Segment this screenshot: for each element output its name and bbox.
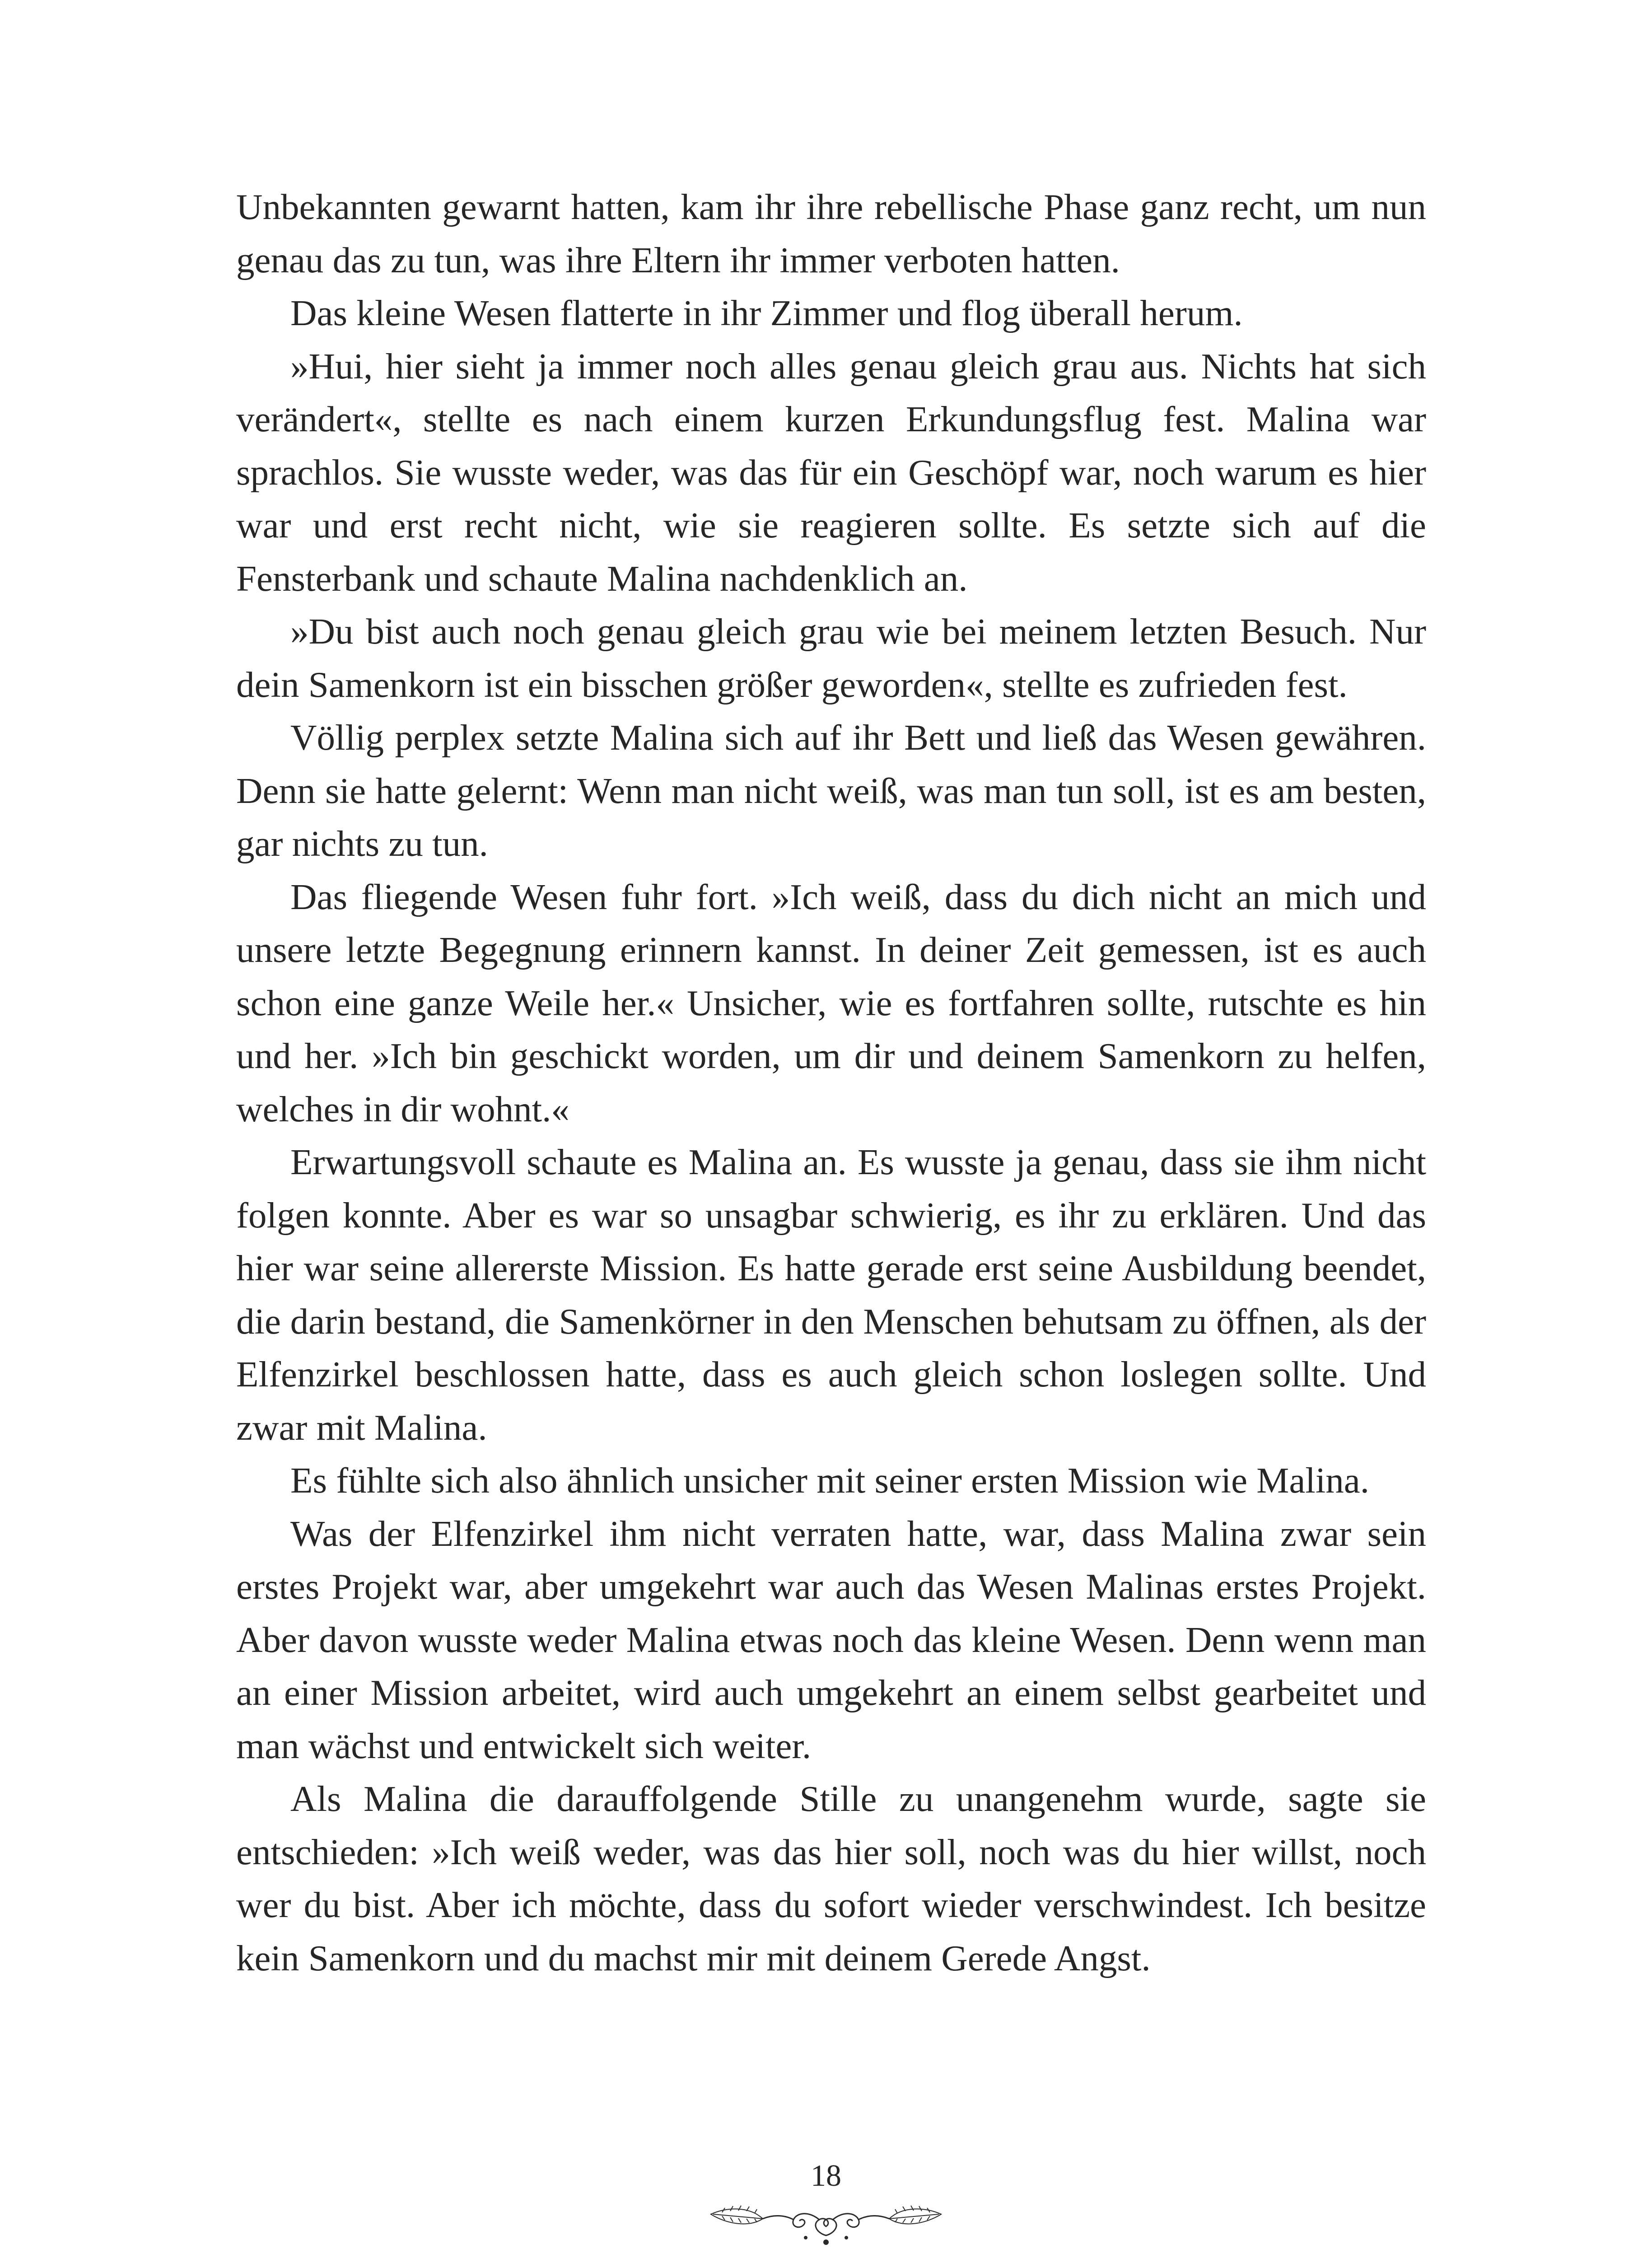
paragraph-5: Völlig perplex setzte Malina sich auf ihr Bett und ließ das Wesen gewähren. Denn sie hatte gelernt: Wenn man nicht weiß, was man tun soll, ist es am besten, gar nichts zu tun. bbox=[236, 717, 1426, 864]
paragraph-2: Das kleine Wesen flatterte in ihr Zimmer und flog überall herum. bbox=[290, 293, 1243, 333]
page-footer bbox=[0, 2143, 1652, 2247]
paragraph-6: Das fliegende Wesen fuhr fort. »Ich weiß, dass du dich nicht an mich und unsere letzte Begegnung erinnern kannst. In deiner Zeit gemessen, ist es auch schon eine ganze Weile her.« Unsicher, wie es fortfahren sollte, rutschte es hin und her. »Ich bin geschickt worden, um dir und deinem Samenkorn zu helfen, welches in dir wohnt.« bbox=[236, 876, 1426, 1129]
paragraph-4: »Du bist auch noch genau gleich grau wie bei meinem letzten Besuch. Nur dein Samenkorn ist ein bisschen größer geworden«, stellte es zufrieden fest. bbox=[236, 611, 1426, 705]
paragraph-7: Erwartungsvoll schaute es Malina an. Es wusste ja genau, dass sie ihm nicht folgen konnte. Aber es war so unsagbar schwierig, es ihr zu erklären. Und das hier war seine allererste Mission. Es hatte gerade erst seine Ausbildung beendet, die darin bestand, die Samenkörner in den Menschen behutsam zu öffnen, als der Elfenzirkel beschlossen hatte, dass es auch gleich schon loslegen sollte. Und zwar mit Malina. bbox=[236, 1142, 1426, 1448]
paragraph-10: Als Malina die darauffolgende Stille zu unangenehm wurde, sagte sie entschieden: »Ich weiß weder, was das hier soll, noch was du hier willst, noch wer du bist. Aber ich möchte, dass du sofort wieder verschwindest. Ich besitze kein Samenkorn und du machst mir mit deinem Gerede Angst. bbox=[236, 1778, 1426, 1978]
page-number: 18 bbox=[811, 2158, 841, 2193]
paragraph-8: Es fühlte sich also ähnlich unsicher mit seiner ersten Mission wie Malina. bbox=[290, 1460, 1369, 1501]
paragraph-3: »Hui, hier sieht ja immer noch alles genau gleich grau aus. Nichts hat sich verändert«, stellte es nach einem kurzen Erkundungsflug fest. Malina war sprachlos. Sie wusste weder, was das für ein Geschöpf war, noch warum es hier war und erst recht nicht, wie sie reagieren sollte. Es setzte sich auf die Fensterbank und schaute Malina nachdenklich an. bbox=[236, 345, 1426, 599]
paragraph-1: Unbekannten gewarnt hatten, kam ihr ihre rebellische Phase ganz recht, um nun genau das zu tun, was ihre Eltern ihr immer verboten hatten. bbox=[236, 187, 1426, 280]
body-text bbox=[236, 181, 1426, 1985]
paragraph-9: Was der Elfenzirkel ihm nicht verraten hatte, war, dass Malina zwar sein erstes Projekt war, aber umgekehrt war auch das Wesen Malinas erstes Projekt. Aber davon wusste weder Malina etwas noch das kleine Wesen. Denn wenn man an einer Mission arbeitet, wird auch umgekehrt an einem selbst gearbeitet und man wächst und entwickelt sich weiter. bbox=[236, 1513, 1426, 1766]
